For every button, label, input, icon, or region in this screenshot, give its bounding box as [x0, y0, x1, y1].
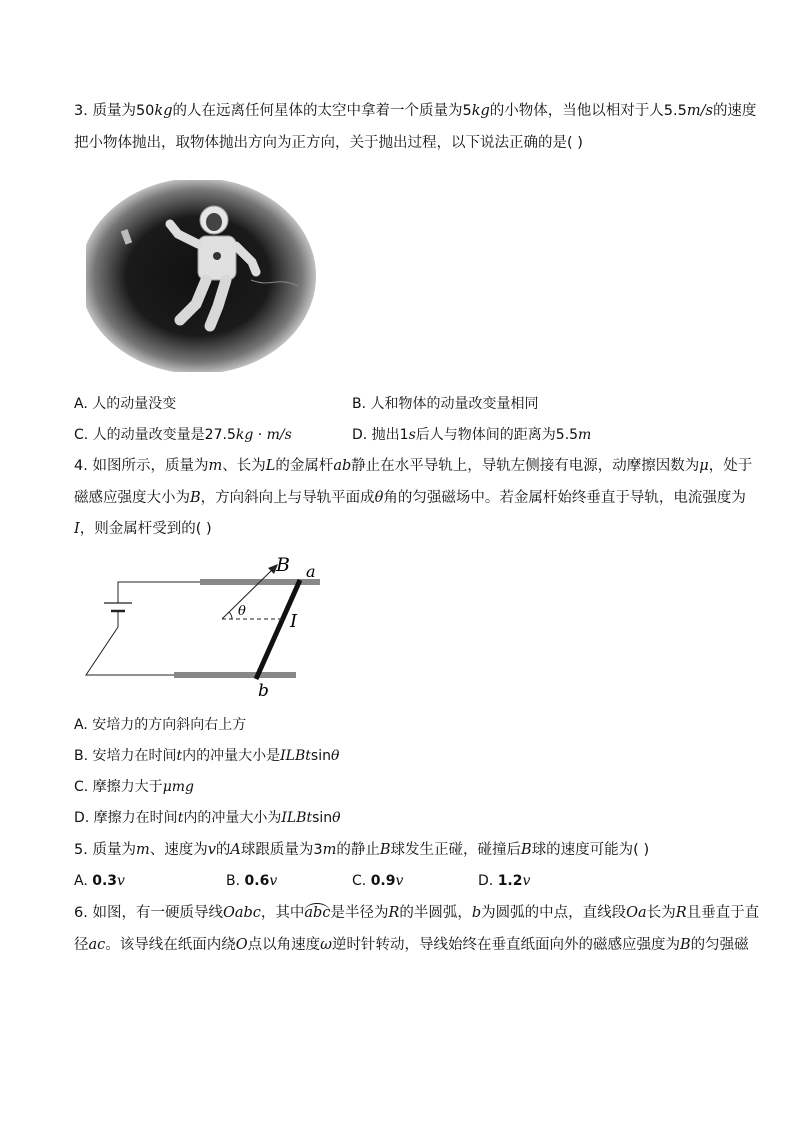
q3-stem-line2: 把小物体抛出，取物体抛出方向为正方向，关于抛出过程，以下说法正确的是( ) [74, 135, 583, 151]
q3-option-a[interactable]: A. 人的动量没变 [74, 396, 177, 412]
q4-option-c[interactable]: C. 摩擦力大于μmg [74, 779, 195, 795]
q4-option-b[interactable]: B. 安培力在时间t内的冲量大小是ILBtsinθ [74, 748, 340, 764]
rail-circuit-diagram [78, 553, 338, 703]
label-a: a [306, 562, 316, 581]
arc-abc: abc [304, 905, 331, 921]
q3-option-d[interactable]: D. 抛出1s后人与物体间的距离为5.5m [352, 427, 592, 443]
astronaut-photo [86, 180, 316, 372]
q5-option-d[interactable]: D. 1.2v [478, 873, 531, 889]
label-B: B [276, 554, 290, 576]
q3-option-b[interactable]: B. 人和物体的动量改变量相同 [352, 396, 539, 412]
label-theta: θ [238, 604, 246, 619]
q5-stem: 5. 质量为m、速度为v的A球跟质量为3m的静止B球发生正碰，碰撞后B球的速度可能为( ) [74, 842, 650, 858]
q4-stem-line2: 磁感应强度大小为B，方向斜向上与导轨平面成θ角的匀强磁场中。若金属杆始终垂直于导轨，电流强度为 [74, 490, 746, 506]
q4-stem-line1: 4. 如图所示，质量为m、长为L的金属杆ab静止在水平导轨上，导轨左侧接有电源，动摩擦因数为μ，处于 [74, 458, 753, 474]
q5-option-b[interactable]: B. 0.6v [226, 873, 278, 889]
q4-stem-line3: I，则金属杆受到的( ) [74, 521, 212, 537]
label-I: I [290, 611, 298, 632]
q5-option-c[interactable]: C. 0.9v [352, 873, 404, 889]
q3-option-c[interactable]: C. 人的动量改变量是27.5kg · m/s [74, 427, 292, 443]
q6-stem-line1: 6. 如图，有一硬质导线Oabc，其中abc是半径为R的半圆弧，b为圆弧的中点，直线段Oa长为R且垂直于直 [74, 905, 760, 921]
q3-stem-line1: 3. 质量为50kg的人在远离任何星体的太空中拿着一个质量为5kg的小物体，当他以相对于人5.5m/s的速度 [74, 103, 757, 119]
label-b: b [258, 681, 269, 701]
q4-option-d[interactable]: D. 摩擦力在时间t内的冲量大小为ILBtsinθ [74, 810, 341, 826]
q4-option-a[interactable]: A. 安培力的方向斜向右上方 [74, 717, 247, 733]
q5-option-a[interactable]: A. 0.3v [74, 873, 125, 889]
q6-stem-line2: 径ac。该导线在纸面内绕O点以角速度ω逆时针转动，导线始终在垂直纸面向外的磁感应强度为B的匀强磁 [74, 937, 749, 953]
